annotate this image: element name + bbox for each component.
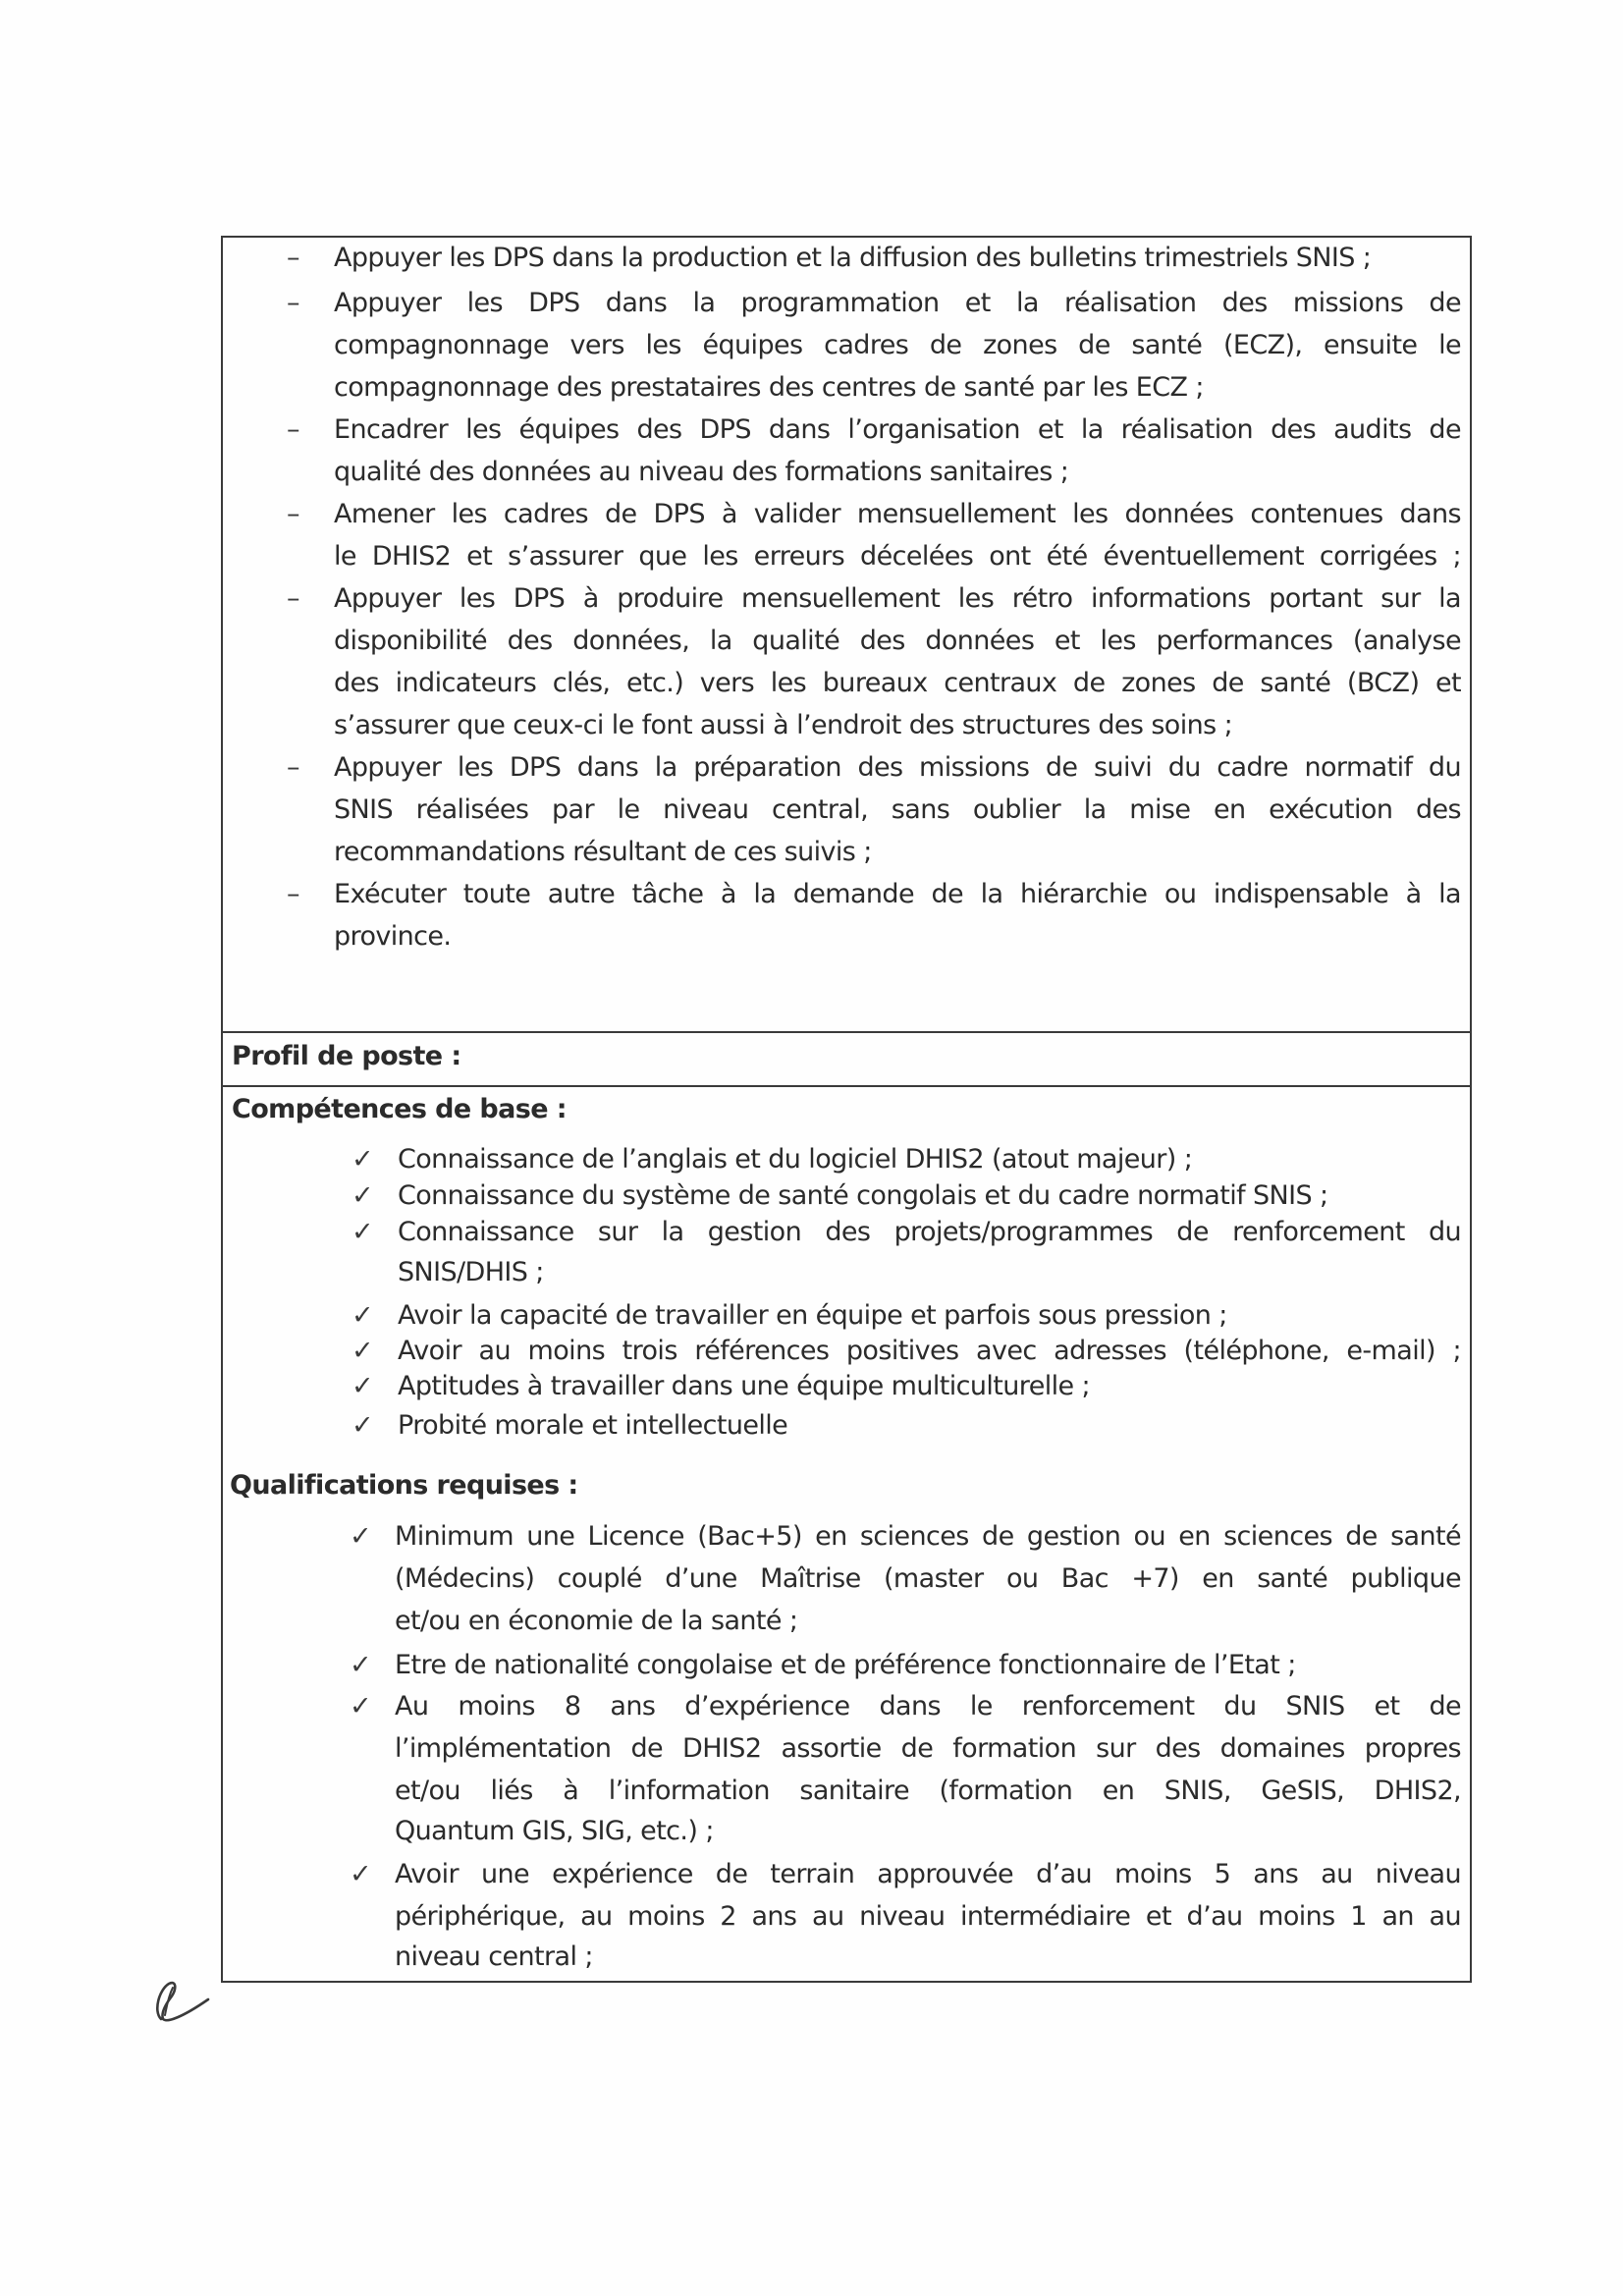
task-line: SNIS réalisées par le niveau central, sans oublier la mise en exécution des xyxy=(334,794,1461,825)
checkmark-icon: ✓ xyxy=(350,1859,372,1889)
qualification-line: Avoir une expérience de terrain approuvée d’au moins 5 ans au niveau xyxy=(395,1859,1461,1889)
dash-bullet-icon: – xyxy=(287,243,300,273)
checkmark-icon: ✓ xyxy=(350,1691,372,1722)
competence-line: Connaissance sur la gestion des projets/programmes de renforcement du xyxy=(398,1217,1461,1247)
profile-heading: Profil de poste : xyxy=(232,1041,461,1071)
task-line: disponibilité des données, la qualité des données et les performances (analyse xyxy=(334,626,1461,656)
checkmark-icon: ✓ xyxy=(350,1650,372,1680)
competence-line: Avoir la capacité de travailler en équipe et parfois sous pression ; xyxy=(398,1300,1227,1331)
task-line: Exécuter toute autre tâche à la demande de la hiérarchie ou indispensable à la xyxy=(334,879,1461,909)
dash-bullet-icon: – xyxy=(287,752,300,783)
task-line: compagnonnage des prestataires des centres de santé par les ECZ ; xyxy=(334,372,1204,403)
qualification-line: Minimum une Licence (Bac+5) en sciences de gestion ou en sciences de santé xyxy=(395,1521,1461,1552)
competences-heading: Compétences de base : xyxy=(232,1094,567,1124)
qualification-line: Etre de nationalité congolaise et de préférence fonctionnaire de l’Etat ; xyxy=(395,1650,1296,1680)
dash-bullet-icon: – xyxy=(287,499,300,529)
checkmark-icon: ✓ xyxy=(352,1371,374,1401)
divider-after-profile xyxy=(221,1085,1472,1087)
competence-line: Avoir au moins trois références positives avec adresses (téléphone, e-mail) ; xyxy=(398,1336,1461,1366)
qualification-line: Au moins 8 ans d’expérience dans le renforcement du SNIS et de xyxy=(395,1691,1461,1722)
task-line: le DHIS2 et s’assurer que les erreurs décelées ont été éventuellement corrigées ; xyxy=(334,541,1461,572)
qualification-line: périphérique, au moins 2 ans au niveau intermédiaire et d’au moins 1 an au xyxy=(395,1901,1461,1932)
checkmark-icon: ✓ xyxy=(352,1410,374,1441)
competence-line: SNIS/DHIS ; xyxy=(398,1257,544,1287)
dash-bullet-icon: – xyxy=(287,583,300,614)
qualification-line: Quantum GIS, SIG, etc.) ; xyxy=(395,1816,714,1846)
qualification-line: et/ou liés à l’information sanitaire (formation en SNIS, GeSIS, DHIS2, xyxy=(395,1776,1461,1806)
task-line: des indicateurs clés, etc.) vers les bureaux centraux de zones de santé (BCZ) et xyxy=(334,668,1461,698)
competence-line: Connaissance du système de santé congolais et du cadre normatif SNIS ; xyxy=(398,1180,1328,1211)
task-line: recommandations résultant de ces suivis ; xyxy=(334,837,872,867)
competence-line: Aptitudes à travailler dans une équipe multiculturelle ; xyxy=(398,1371,1091,1401)
checkmark-icon: ✓ xyxy=(352,1300,374,1331)
checkmark-icon: ✓ xyxy=(350,1521,372,1552)
task-line: s’assurer que ceux-ci le font aussi à l’endroit des structures des soins ; xyxy=(334,710,1233,740)
qualification-line: l’implémentation de DHIS2 assortie de formation sur des domaines propres xyxy=(395,1733,1461,1764)
task-line: Appuyer les DPS à produire mensuellement les rétro informations portant sur la xyxy=(334,583,1461,614)
checkmark-icon: ✓ xyxy=(352,1180,374,1211)
competence-line: Connaissance de l’anglais et du logiciel DHIS2 (atout majeur) ; xyxy=(398,1144,1193,1175)
task-line: province. xyxy=(334,921,452,952)
qualification-line: et/ou en économie de la santé ; xyxy=(395,1606,798,1636)
task-line: qualité des données au niveau des formations sanitaires ; xyxy=(334,457,1069,487)
dash-bullet-icon: – xyxy=(287,879,300,909)
task-line: Appuyer les DPS dans la préparation des missions de suivi du cadre normatif du xyxy=(334,752,1461,783)
divider-before-profile xyxy=(221,1031,1472,1033)
competence-line: Probité morale et intellectuelle xyxy=(398,1410,788,1441)
task-line: Appuyer les DPS dans la production et la diffusion des bulletins trimestriels SNIS ; xyxy=(334,243,1372,273)
checkmark-icon: ✓ xyxy=(352,1217,374,1247)
task-line: compagnonnage vers les équipes cadres de zones de santé (ECZ), ensuite le xyxy=(334,330,1461,360)
qualifications-heading: Qualifications requises : xyxy=(230,1470,578,1501)
checkmark-icon: ✓ xyxy=(352,1336,374,1366)
dash-bullet-icon: – xyxy=(287,288,300,318)
task-line: Amener les cadres de DPS à valider mensuellement les données contenues dans xyxy=(334,499,1461,529)
dash-bullet-icon: – xyxy=(287,414,300,445)
task-line: Appuyer les DPS dans la programmation et la réalisation des missions de xyxy=(334,288,1461,318)
checkmark-icon: ✓ xyxy=(352,1144,374,1175)
qualification-line: niveau central ; xyxy=(395,1941,593,1972)
qualification-line: (Médecins) couplé d’une Maîtrise (master ou Bac +7) en santé publique xyxy=(395,1563,1461,1594)
signature-initial-icon xyxy=(147,1976,226,2031)
task-line: Encadrer les équipes des DPS dans l’organisation et la réalisation des audits de xyxy=(334,414,1461,445)
